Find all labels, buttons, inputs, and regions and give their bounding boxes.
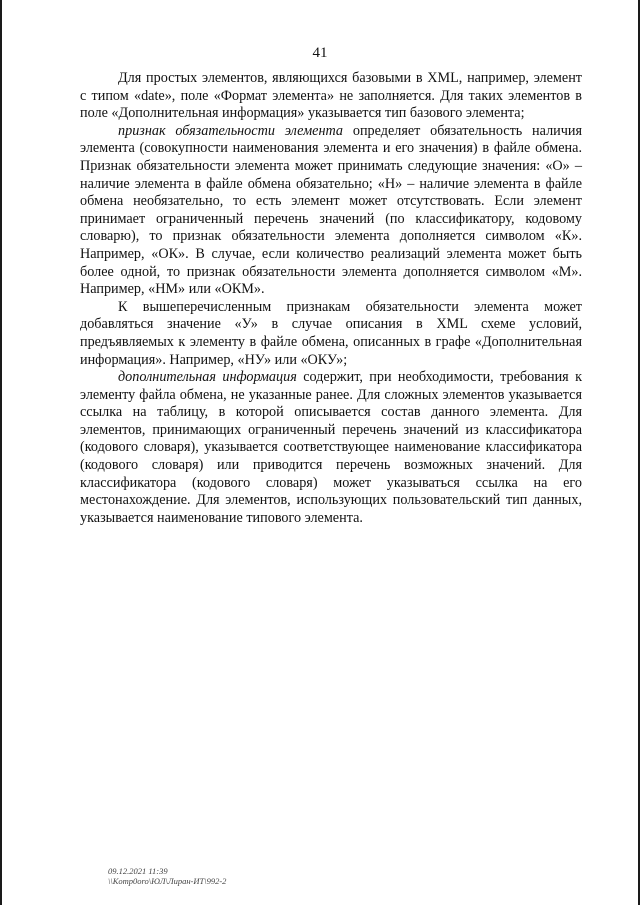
paragraph-text: К вышеперечисленным признакам обязательности элемента может добавляться значение «У» в случае описания в XML схеме условий, предъявляемых к элементу в файле обмена, описанных в графе «Дополнительная информация». Например, «НУ» или «ОКУ»; — [80, 298, 582, 368]
paragraph-lead-term: признак обязательности элемента — [118, 122, 344, 139]
scan-edge-left — [0, 0, 2, 905]
paragraph-lead-term: дополнительная информация — [118, 369, 297, 386]
paragraph-simple-elements — [80, 70, 582, 123]
paragraph-text: Для простых элементов, являющихся базовыми в XML, например, элемент с типом «date», поле «Формат элемента» не заполняется. Для таких элементов в поле «Дополнительная информация» указывается тип базового элемента; — [80, 70, 582, 122]
footer-timestamp: 09.12.2021 11:39 — [108, 866, 168, 876]
paragraph-additional-info — [80, 369, 582, 527]
footer-stamp — [108, 866, 226, 886]
page-number: 41 — [312, 45, 328, 61]
footer-file-path: \\Komp0oro\ЮЛ\Лиран-ИТ\992-2 — [108, 876, 227, 886]
body-text — [80, 70, 582, 527]
paragraph-mandatory-flag — [80, 123, 582, 299]
paragraph-condition-flag — [80, 299, 582, 369]
paragraph-text: содержит, при необходимости, требования к элементу файла обмена, не указанные ранее. Для сложных элементов указывается ссылка на таблицу, в которой описывается состав данного элемента. Для элементов, принимающих ограниченный перечень значений из классификатора (кодового словаря), указывается соответствующее наименование классификатора (кодового словаря) или приводится перечень возможных значений. Для классификатора (кодового словаря) может указываться ссылка на его местонахождение. Для элементов, использующих пользовательский тип данных, указывается наименование типового элемента. — [80, 369, 582, 526]
paragraph-text: определяет обязательность наличия элемента (совокупности наименования элемента и его значения) в файле обмена. Признак обязательности элемента может принимать следующие значения: «О» – наличие элемента в файле обмена обязательно; «Н» – наличие элемента в файле обмена необязательно, то есть элемент может отсутствовать. Если элемент принимает ограниченный перечень значений (по классификатору, кодовому словарю), то признак обязательности элемента дополняется символом «К». Например, «ОК». В случае, если количество реализаций элемента может быть более одной, то признак обязательности элемента дополняется символом «М». Например, «НМ» или «ОКМ». — [80, 122, 582, 298]
